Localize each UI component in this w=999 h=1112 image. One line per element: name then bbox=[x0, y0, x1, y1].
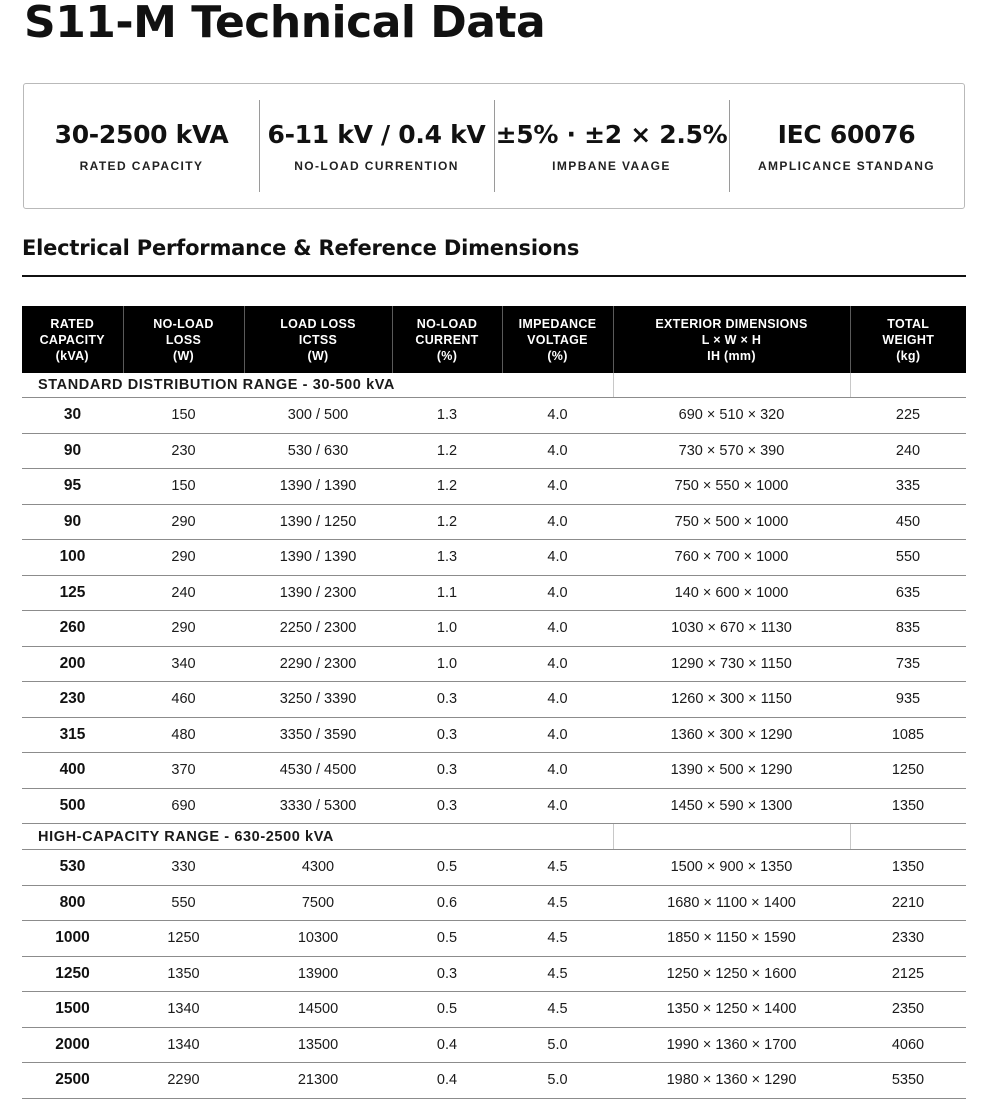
table-cell: 290 bbox=[123, 540, 244, 576]
table-cell: 2290 bbox=[123, 1063, 244, 1099]
table-row bbox=[22, 646, 966, 682]
table-cell: 4.5 bbox=[502, 956, 613, 992]
table-cell: 1360 × 300 × 1290 bbox=[613, 717, 850, 753]
table-cell: 4.5 bbox=[502, 992, 613, 1028]
table-body bbox=[22, 373, 966, 1098]
table-cell: 800 bbox=[22, 885, 123, 921]
header-exterior-dimensions: EXTERIOR DIMENSIONS L × W × H IH (mm) bbox=[613, 306, 850, 373]
table-row bbox=[22, 611, 966, 647]
table-cell: 1390 / 1390 bbox=[244, 469, 392, 505]
table-cell: 460 bbox=[123, 682, 244, 718]
table-cell: 1340 bbox=[123, 992, 244, 1028]
spec-label: NO-LOAD CURRENTION bbox=[294, 158, 459, 173]
table-cell: 95 bbox=[22, 469, 123, 505]
table-cell: 4.0 bbox=[502, 717, 613, 753]
table-cell: 1450 × 590 × 1300 bbox=[613, 788, 850, 824]
table-cell: 2290 / 2300 bbox=[244, 646, 392, 682]
table-cell: 2210 bbox=[850, 885, 966, 921]
table-cell: 0.3 bbox=[392, 788, 502, 824]
table-cell: 480 bbox=[123, 717, 244, 753]
table-cell: 1980 × 1360 × 1290 bbox=[613, 1063, 850, 1099]
header-load-loss: LOAD LOSS ICTSS (W) bbox=[244, 306, 392, 373]
table-cell: 1350 bbox=[850, 788, 966, 824]
table-cell: 750 × 550 × 1000 bbox=[613, 469, 850, 505]
table-cell: 1680 × 1100 × 1400 bbox=[613, 885, 850, 921]
header-impedance-voltage: IMPEDANCE VOLTAGE (%) bbox=[502, 306, 613, 373]
table-cell: 550 bbox=[850, 540, 966, 576]
table-row bbox=[22, 788, 966, 824]
table-cell: 450 bbox=[850, 504, 966, 540]
table-cell: 2125 bbox=[850, 956, 966, 992]
table-cell: 0.3 bbox=[392, 717, 502, 753]
section-divider bbox=[22, 275, 966, 277]
table-cell: 240 bbox=[123, 575, 244, 611]
table-cell: 230 bbox=[123, 433, 244, 469]
table-cell: 3250 / 3390 bbox=[244, 682, 392, 718]
table-cell: 935 bbox=[850, 682, 966, 718]
table-cell: 225 bbox=[850, 398, 966, 434]
table-row bbox=[22, 717, 966, 753]
table-cell: 635 bbox=[850, 575, 966, 611]
table-cell: 4.0 bbox=[502, 433, 613, 469]
table-cell: 4.5 bbox=[502, 885, 613, 921]
table-cell: 550 bbox=[123, 885, 244, 921]
header-no-load-current: NO-LOAD CURRENT (%) bbox=[392, 306, 502, 373]
table-cell: 150 bbox=[123, 398, 244, 434]
table-row bbox=[22, 540, 966, 576]
table-cell: 1.2 bbox=[392, 433, 502, 469]
table-cell: 1350 bbox=[123, 956, 244, 992]
table-cell: 290 bbox=[123, 611, 244, 647]
table-cell: 1390 × 500 × 1290 bbox=[613, 753, 850, 789]
table-cell: 0.3 bbox=[392, 682, 502, 718]
table-cell: 140 × 600 × 1000 bbox=[613, 575, 850, 611]
table-row bbox=[22, 992, 966, 1028]
section-title: Electrical Performance & Reference Dimensions bbox=[22, 236, 580, 260]
spec-tapping-range bbox=[494, 84, 729, 208]
table-cell: 0.5 bbox=[392, 992, 502, 1028]
table-cell: 10300 bbox=[244, 921, 392, 957]
table-cell: 200 bbox=[22, 646, 123, 682]
table-cell: 0.3 bbox=[392, 956, 502, 992]
table-cell: 1850 × 1150 × 1590 bbox=[613, 921, 850, 957]
table-cell: 21300 bbox=[244, 1063, 392, 1099]
table-cell: 4.0 bbox=[502, 753, 613, 789]
table-row bbox=[22, 1027, 966, 1063]
table-cell: 3350 / 3590 bbox=[244, 717, 392, 753]
table-cell: 340 bbox=[123, 646, 244, 682]
table-cell: 315 bbox=[22, 717, 123, 753]
table-cell: 1390 / 1250 bbox=[244, 504, 392, 540]
header-total-weight: TOTAL WEIGHT (kg) bbox=[850, 306, 966, 373]
table-cell: 1.2 bbox=[392, 469, 502, 505]
group-spacer-cell bbox=[850, 824, 966, 850]
table-row bbox=[22, 1063, 966, 1099]
table-cell: 690 bbox=[123, 788, 244, 824]
spec-value: 30-2500 kVA bbox=[54, 119, 229, 149]
table-row bbox=[22, 850, 966, 886]
table-cell: 4.0 bbox=[502, 788, 613, 824]
table-cell: 1390 / 1390 bbox=[244, 540, 392, 576]
table-cell: 835 bbox=[850, 611, 966, 647]
table-cell: 0.5 bbox=[392, 921, 502, 957]
table-cell: 1990 × 1360 × 1700 bbox=[613, 1027, 850, 1063]
table-cell: 4.0 bbox=[502, 611, 613, 647]
table-cell: 530 / 630 bbox=[244, 433, 392, 469]
table-row bbox=[22, 682, 966, 718]
table-cell: 1500 × 900 × 1350 bbox=[613, 850, 850, 886]
table-row bbox=[22, 753, 966, 789]
table-cell: 14500 bbox=[244, 992, 392, 1028]
table-cell: 2330 bbox=[850, 921, 966, 957]
table-cell: 100 bbox=[22, 540, 123, 576]
table-cell: 125 bbox=[22, 575, 123, 611]
spec-rated-capacity bbox=[24, 84, 259, 208]
header-rated-capacity: RATED CAPACITY (kVA) bbox=[22, 306, 123, 373]
table-cell: 4.5 bbox=[502, 850, 613, 886]
table-cell: 4.0 bbox=[502, 398, 613, 434]
table-cell: 1290 × 730 × 1150 bbox=[613, 646, 850, 682]
group-spacer-cell bbox=[613, 373, 850, 398]
spec-value: IEC 60076 bbox=[777, 119, 916, 149]
table-cell: 13900 bbox=[244, 956, 392, 992]
table-cell: 1250 bbox=[123, 921, 244, 957]
table-cell: 1085 bbox=[850, 717, 966, 753]
table-cell: 0.6 bbox=[392, 885, 502, 921]
table-cell: 1350 × 1250 × 1400 bbox=[613, 992, 850, 1028]
table-row bbox=[22, 921, 966, 957]
table-cell: 2250 / 2300 bbox=[244, 611, 392, 647]
table-cell: 5350 bbox=[850, 1063, 966, 1099]
table-row bbox=[22, 469, 966, 505]
performance-table bbox=[22, 306, 966, 1099]
table-cell: 1.0 bbox=[392, 646, 502, 682]
table-row bbox=[22, 398, 966, 434]
table-cell: 0.5 bbox=[392, 850, 502, 886]
table-cell: 90 bbox=[22, 504, 123, 540]
table-cell: 400 bbox=[22, 753, 123, 789]
table-cell: 1250 bbox=[850, 753, 966, 789]
page-title: S11-M Technical Data bbox=[24, 0, 546, 48]
table-cell: 30 bbox=[22, 398, 123, 434]
table-cell: 1.2 bbox=[392, 504, 502, 540]
spec-value: 6-11 kV / 0.4 kV bbox=[267, 119, 486, 149]
table-cell: 1250 × 1250 × 1600 bbox=[613, 956, 850, 992]
spec-voltage bbox=[259, 84, 494, 208]
table-cell: 13500 bbox=[244, 1027, 392, 1063]
table-cell: 4.0 bbox=[502, 540, 613, 576]
group-label: STANDARD DISTRIBUTION RANGE - 30-500 kVA bbox=[22, 373, 613, 398]
table-cell: 735 bbox=[850, 646, 966, 682]
table-cell: 1.3 bbox=[392, 540, 502, 576]
table-cell: 290 bbox=[123, 504, 244, 540]
table-cell: 1390 / 2300 bbox=[244, 575, 392, 611]
table-cell: 0.4 bbox=[392, 1063, 502, 1099]
spec-label: AMPLICANCE STANDANG bbox=[757, 158, 936, 173]
table-cell: 90 bbox=[22, 433, 123, 469]
table-group-row bbox=[22, 824, 966, 850]
table-cell: 330 bbox=[123, 850, 244, 886]
table-cell: 4.0 bbox=[502, 575, 613, 611]
table-cell: 530 bbox=[22, 850, 123, 886]
table-cell: 240 bbox=[850, 433, 966, 469]
table-cell: 1.3 bbox=[392, 398, 502, 434]
table-cell: 300 / 500 bbox=[244, 398, 392, 434]
table-cell: 1500 bbox=[22, 992, 123, 1028]
table-cell: 260 bbox=[22, 611, 123, 647]
spec-standard bbox=[729, 84, 964, 208]
table-cell: 3330 / 5300 bbox=[244, 788, 392, 824]
table-cell: 1260 × 300 × 1150 bbox=[613, 682, 850, 718]
table-row bbox=[22, 433, 966, 469]
header-no-load-loss: NO-LOAD LOSS (W) bbox=[123, 306, 244, 373]
spec-label: RATED CAPACITY bbox=[79, 158, 204, 173]
key-specs-panel bbox=[23, 83, 965, 209]
table-cell: 5.0 bbox=[502, 1027, 613, 1063]
table-cell: 2000 bbox=[22, 1027, 123, 1063]
table-cell: 5.0 bbox=[502, 1063, 613, 1099]
table-cell: 1250 bbox=[22, 956, 123, 992]
table-cell: 7500 bbox=[244, 885, 392, 921]
table-cell: 1350 bbox=[850, 850, 966, 886]
group-label: HIGH-CAPACITY RANGE - 630-2500 kVA bbox=[22, 824, 613, 850]
table-cell: 4060 bbox=[850, 1027, 966, 1063]
table-cell: 1000 bbox=[22, 921, 123, 957]
table-cell: 760 × 700 × 1000 bbox=[613, 540, 850, 576]
group-spacer-cell bbox=[850, 373, 966, 398]
table-cell: 2350 bbox=[850, 992, 966, 1028]
table-row bbox=[22, 504, 966, 540]
table-row bbox=[22, 956, 966, 992]
table-group-row bbox=[22, 373, 966, 398]
table-cell: 4.5 bbox=[502, 921, 613, 957]
table-cell: 1030 × 670 × 1130 bbox=[613, 611, 850, 647]
table-cell: 2500 bbox=[22, 1063, 123, 1099]
table-row bbox=[22, 575, 966, 611]
table-cell: 335 bbox=[850, 469, 966, 505]
table-cell: 4300 bbox=[244, 850, 392, 886]
table-cell: 370 bbox=[123, 753, 244, 789]
table-cell: 4.0 bbox=[502, 646, 613, 682]
table-cell: 4.0 bbox=[502, 469, 613, 505]
table-cell: 0.3 bbox=[392, 753, 502, 789]
table-cell: 4.0 bbox=[502, 682, 613, 718]
table-cell: 730 × 570 × 390 bbox=[613, 433, 850, 469]
spec-value: ±5% · ±2 × 2.5% bbox=[495, 119, 728, 149]
group-spacer-cell bbox=[613, 824, 850, 850]
spec-label: IMPBANE VAAGE bbox=[552, 158, 671, 173]
table-cell: 150 bbox=[123, 469, 244, 505]
table-cell: 4.0 bbox=[502, 504, 613, 540]
table-cell: 0.4 bbox=[392, 1027, 502, 1063]
table-cell: 1.1 bbox=[392, 575, 502, 611]
table-cell: 4530 / 4500 bbox=[244, 753, 392, 789]
table-row bbox=[22, 885, 966, 921]
table-cell: 230 bbox=[22, 682, 123, 718]
table-cell: 500 bbox=[22, 788, 123, 824]
table-header-row bbox=[22, 306, 966, 373]
table-cell: 1340 bbox=[123, 1027, 244, 1063]
table-cell: 750 × 500 × 1000 bbox=[613, 504, 850, 540]
table-cell: 1.0 bbox=[392, 611, 502, 647]
table-cell: 690 × 510 × 320 bbox=[613, 398, 850, 434]
